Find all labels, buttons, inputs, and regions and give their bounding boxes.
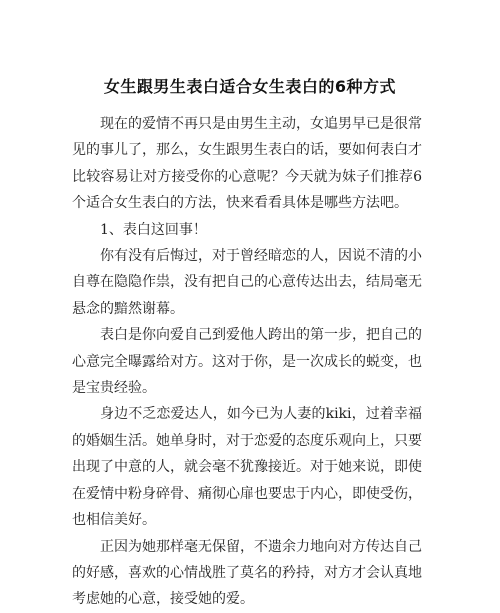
section-heading-1: 1、表白这回事！	[100, 221, 207, 238]
paragraph-intro: 现在的爱情不再只是由男生主动，女追男早已是很常见的事儿了，那么，女生跟男生表白的话，要如何表白才比较容易让对方接受你的心意呢？今天就为妹子们推荐6个适合女生表白的方法，快来看看具体是哪些方法吧。	[72, 116, 422, 212]
paragraph: 正因为她那样毫无保留，不遗余力地向对方传达自己的好感，喜欢的心情战胜了莫名的矜持，对方才会认真地考虑她的心意，接受她的爱。	[72, 538, 422, 608]
paragraph: 你有没有后悔过，对于曾经暗恋的人，因说不清的小自尊在隐隐作祟，没有把自己的心意传达出去，结局毫无悬念的黯然谢幕。	[72, 248, 422, 317]
document-body	[72, 111, 422, 613]
document-title: 女生跟男生表白适合女生表白的6种方式	[103, 77, 397, 96]
paragraph: 表白是你向爱自己到爱他人跨出的第一步，把自己的心意完全曝露给对方。这对于你，是一次成长的蜕变，也是宝贵经验。	[72, 327, 422, 397]
paragraph: 身边不乏恋爱达人，如今已为人妻的kiki，过着幸福的婚姻生活。她单身时，对于恋爱的态度乐观向上，只要出现了中意的人，就会毫不犹豫接近。对于她来说，即使在爱情中粉身碎骨、痛彻心扉也要忠于内心，即使受伤，也相信美好。	[72, 406, 422, 529]
